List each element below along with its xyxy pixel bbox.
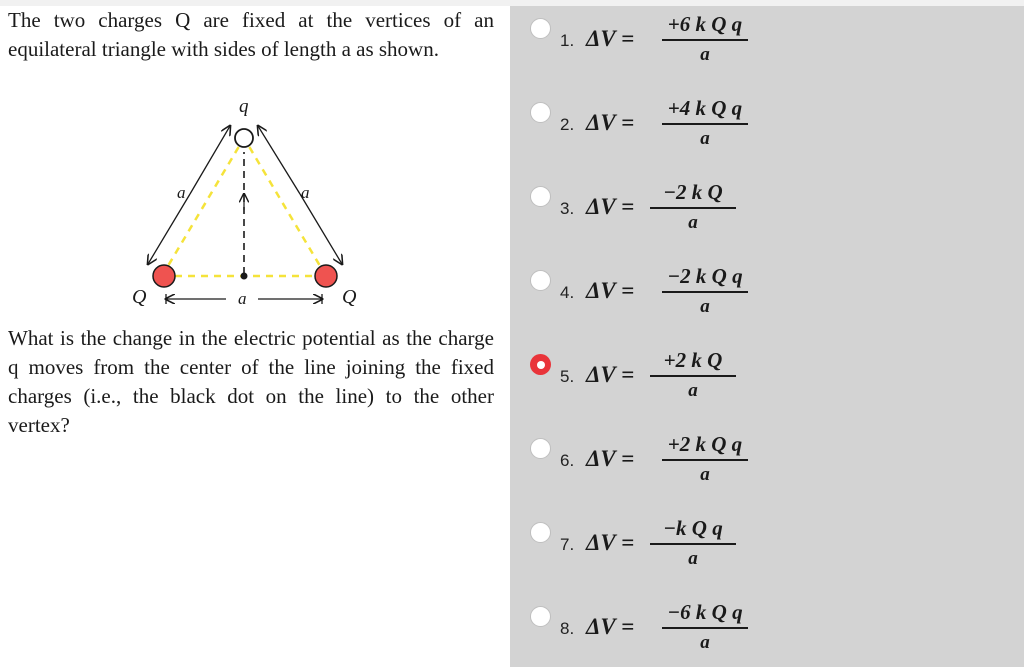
numerator: +4 k Q q bbox=[667, 96, 743, 120]
denominator: a bbox=[700, 632, 710, 653]
numerator: +6 k Q q bbox=[667, 12, 743, 36]
numerator: −k Q q bbox=[663, 516, 723, 540]
answer-option-2[interactable] bbox=[530, 96, 790, 156]
radio-button[interactable] bbox=[530, 522, 551, 543]
fraction-bar bbox=[650, 375, 736, 377]
fraction-bar bbox=[662, 459, 748, 461]
fraction bbox=[648, 516, 738, 574]
answer-option-3[interactable] bbox=[530, 180, 790, 240]
option-number: 4. bbox=[560, 283, 575, 302]
triangle-left-edge bbox=[162, 138, 244, 276]
label-right-side: a bbox=[301, 183, 310, 202]
delta-v-label: ΔV = bbox=[586, 362, 635, 387]
radio-button[interactable] bbox=[530, 186, 551, 207]
numerator: −6 k Q q bbox=[667, 600, 743, 624]
numerator: +2 k Q q bbox=[667, 432, 743, 456]
label-right-Q: Q bbox=[342, 286, 357, 308]
fraction bbox=[648, 180, 738, 238]
numerator: +2 k Q bbox=[663, 348, 723, 372]
denominator: a bbox=[700, 464, 710, 485]
radio-button-selected[interactable] bbox=[530, 354, 551, 375]
fraction-bar bbox=[650, 207, 736, 209]
radio-button[interactable] bbox=[530, 606, 551, 627]
answer-option-4[interactable] bbox=[530, 264, 790, 324]
denominator: a bbox=[700, 296, 710, 317]
option-number: 5. bbox=[560, 367, 575, 386]
question-panel bbox=[0, 6, 510, 667]
option-number: 3. bbox=[560, 199, 575, 218]
option-number: 6. bbox=[560, 451, 575, 470]
right-side-arrow bbox=[258, 126, 300, 194]
fraction-bar bbox=[650, 543, 736, 545]
fraction bbox=[648, 348, 738, 406]
label-base: a bbox=[238, 289, 247, 308]
delta-v-label: ΔV = bbox=[586, 278, 635, 303]
delta-v-label: ΔV = bbox=[586, 530, 635, 555]
triangle-diagram bbox=[118, 86, 378, 306]
option-number: 2. bbox=[560, 115, 575, 134]
delta-v-label: ΔV = bbox=[586, 26, 635, 51]
fraction-bar bbox=[662, 39, 748, 41]
fraction-bar bbox=[662, 123, 748, 125]
denominator: a bbox=[700, 128, 710, 149]
denominator: a bbox=[688, 380, 698, 401]
fraction bbox=[660, 600, 750, 658]
denominator: a bbox=[688, 548, 698, 569]
delta-v-label: ΔV = bbox=[586, 194, 635, 219]
label-left-Q: Q bbox=[132, 286, 147, 308]
numerator: −2 k Q bbox=[663, 180, 723, 204]
option-number: 7. bbox=[560, 535, 575, 554]
denominator: a bbox=[700, 44, 710, 65]
answers-panel bbox=[510, 6, 1024, 667]
fraction-bar bbox=[662, 627, 748, 629]
answer-option-6[interactable] bbox=[530, 432, 790, 492]
option-number: 1. bbox=[560, 31, 575, 50]
fraction bbox=[660, 432, 750, 490]
option-number: 8. bbox=[560, 619, 575, 638]
delta-v-label: ΔV = bbox=[586, 446, 635, 471]
left-side-arrow-up bbox=[190, 126, 230, 194]
radio-button[interactable] bbox=[530, 18, 551, 39]
left-side-arrow bbox=[148, 194, 190, 264]
radio-button[interactable] bbox=[530, 270, 551, 291]
fixed-charge-left bbox=[153, 265, 175, 287]
answer-option-7[interactable] bbox=[530, 516, 790, 576]
answer-option-5[interactable] bbox=[530, 348, 790, 408]
numerator: −2 k Q q bbox=[667, 264, 743, 288]
label-left-side: a bbox=[177, 183, 186, 202]
right-side-arrow-down bbox=[300, 194, 342, 264]
triangle-right-edge bbox=[244, 138, 326, 276]
center-dot bbox=[241, 273, 248, 280]
delta-v-label: ΔV = bbox=[586, 614, 635, 639]
answer-option-1[interactable] bbox=[530, 12, 790, 72]
moving-charge-q bbox=[235, 129, 253, 147]
fraction bbox=[660, 96, 750, 154]
radio-button[interactable] bbox=[530, 102, 551, 123]
question-intro: The two charges Q are fixed at the vertices of an equilateral triangle with sides of length a as shown. bbox=[8, 8, 494, 61]
charge-triangle-figure bbox=[118, 86, 378, 306]
question-prompt: What is the change in the electric potential as the charge q moves from the center of the line joining the fixed charges (i.e., the black dot on the line) to the other vertex? bbox=[8, 326, 494, 437]
label-q: q bbox=[239, 96, 249, 117]
delta-v-label: ΔV = bbox=[586, 110, 635, 135]
radio-button[interactable] bbox=[530, 438, 551, 459]
fraction-bar bbox=[662, 291, 748, 293]
denominator: a bbox=[688, 212, 698, 233]
fraction bbox=[660, 12, 750, 70]
answer-option-8[interactable] bbox=[530, 600, 790, 660]
fixed-charge-right bbox=[315, 265, 337, 287]
fraction bbox=[660, 264, 750, 322]
